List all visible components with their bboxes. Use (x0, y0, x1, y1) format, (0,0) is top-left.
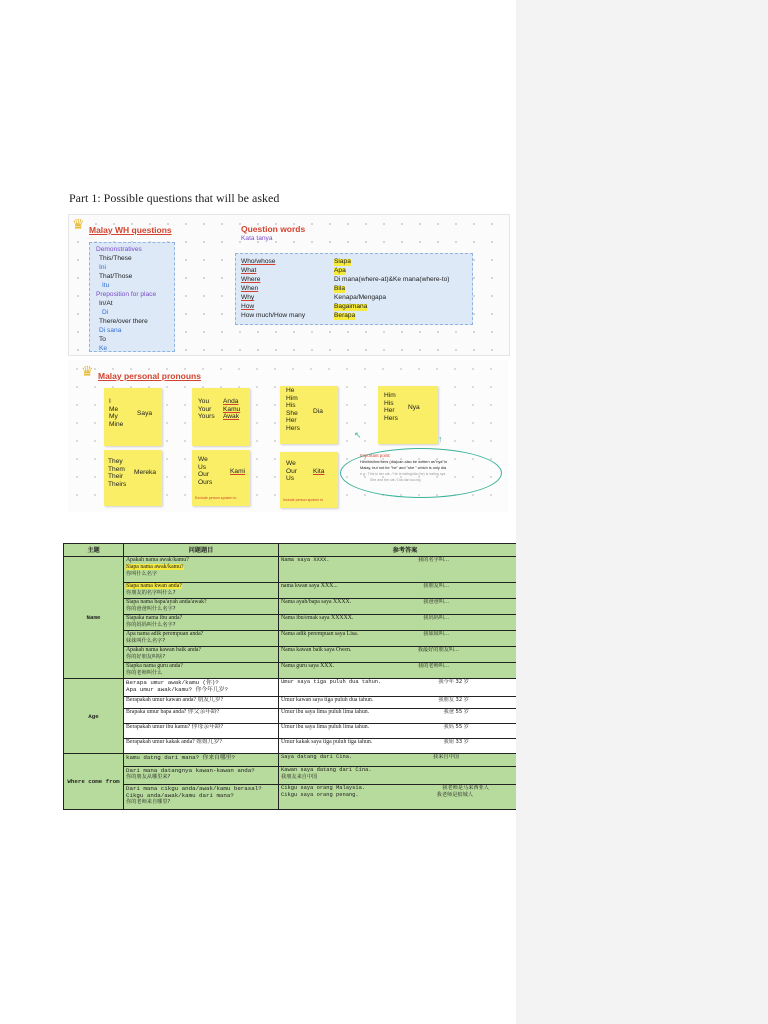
question-cell: Siapaka nama ibu anda? 你的妈妈叫什么名字? (124, 615, 279, 631)
question-cell: Berapakah umur kakak anda? 姐姐几岁? (124, 739, 279, 754)
qword-en: Who/whose (241, 258, 276, 265)
question-cell: Berapakah umur ibu kamu? 你母亲年龄? (124, 724, 279, 739)
qword-my: Bila (334, 285, 345, 292)
important-line: Him/his/her/hers (dia)can also be written as"nya"in (360, 459, 447, 464)
topic-cell: Age (64, 679, 124, 754)
qa-table (63, 543, 532, 810)
important-line: She and the cat / Dia dan kucing (370, 478, 421, 482)
topic-cell: Name (64, 557, 124, 679)
qword-my: Siapa (334, 258, 351, 265)
answer-cell: Nama ayah/bapa saya XXXX. 我爸爸叫... (279, 599, 532, 615)
demo-line: This/These (99, 255, 132, 262)
question-cell: Apa nama adik perempuan anda? 妹妹叫什么名字? (124, 631, 279, 647)
qword-en: Why (241, 294, 255, 301)
question-cell: Siapa nama kwan anda? 你朋友的名字叫什么? (124, 583, 279, 599)
demo-line: Ini (99, 264, 106, 271)
sticky-note (280, 452, 338, 508)
answer-cell: nama kwan saya XXX... 我朋友叫... (279, 583, 532, 599)
wh-questions-image (68, 214, 510, 356)
answer-cell: Nama adik perempuan saya Lisa. 我妹妹叫... (279, 631, 532, 647)
sticky-note (104, 388, 162, 446)
demo-line: Di sana (99, 327, 122, 334)
sticky-en: We Us Our Ours (198, 456, 213, 486)
sticky-en: I Me My Mine (109, 398, 124, 428)
answer-cell: Umur saya tiga puluh dua tahun. 我今年 32 岁 (279, 679, 532, 697)
demo-line: There/over there (99, 318, 148, 325)
sticky-note (280, 386, 338, 444)
table-row (64, 679, 532, 697)
demo-line: Ke (99, 345, 108, 352)
sticky-note (192, 388, 250, 446)
header-topic: 主题 (64, 544, 124, 557)
table-row (64, 647, 532, 663)
qword-en: What (241, 267, 257, 274)
question-cell: Dari mana cikgu anda/awak/kamu berasal? Cikgu anda/awak/kamu dari mana? 你的老师来自哪里? (124, 785, 279, 810)
question-cell: Siapka nama guru anda? 你的老师叫什么 (124, 663, 279, 679)
answer-cell: Umur ibu saya lima puluh lima tahun. 我妈 55 岁 (279, 724, 532, 739)
qword-en: How (241, 303, 255, 310)
demonstratives-box (89, 242, 175, 352)
answer-cell: Umur kawan saya tiga puluh dua tahun. 我朋友 32 岁 (279, 697, 532, 709)
sticky-my: Saya (137, 410, 153, 417)
answer-cell: Umur kakak saya tiga puluh tiga tahun. 我姐 33 岁 (279, 739, 532, 754)
answer-cell: Nama saya XXXX. 我的名字叫... (279, 557, 532, 583)
demo-line: To (99, 336, 106, 343)
wh-heading: Malay WH questions (89, 225, 172, 235)
sticky-en: You Your Yours (198, 398, 215, 421)
small-note: Exclude person spoken to (195, 496, 237, 500)
table-row (64, 697, 532, 709)
answer-cell: Nama guru saya XXX. 我的老师叫... (279, 663, 532, 679)
header-question: 问题题目 (124, 544, 279, 557)
question-cell: kamu datng dari mana? 你来自哪里? (124, 754, 279, 767)
arrow-icon: ↑ (438, 434, 443, 444)
qword-my: Apa (334, 267, 346, 274)
answer-cell: Umur ibu saya lima puluh lima tahun. 我爸 55 岁 (279, 709, 532, 724)
table-row (64, 724, 532, 739)
sticky-my: Anda Kamu Awak (223, 398, 241, 421)
comments-side-panel (516, 0, 768, 1024)
pronouns-heading: Malay personal pronouns (98, 371, 201, 381)
arrow-icon: ↖ (354, 430, 362, 440)
table-row (64, 785, 532, 810)
table-row (64, 615, 532, 631)
important-line: Malay, but not for "he" and "she " which is only dia (360, 465, 447, 470)
answer-cell: Nama kawan baik saya Owen. 我最好的朋友叫... (279, 647, 532, 663)
important-line: e.g.: This is her cat. / He is eating/dia (he) is eating nya (360, 472, 446, 476)
demo-line: In/At (99, 300, 113, 307)
sticky-my: Mereka (134, 469, 156, 476)
pronouns-image (68, 360, 508, 512)
table-row (64, 709, 532, 724)
question-words-heading: Question words (241, 224, 306, 234)
question-cell: Siapa nama bapa/ayah anda/awak? 你的爸爸叫什么名字? (124, 599, 279, 615)
demo-line: Preposition for place (96, 291, 157, 298)
sticky-note (104, 450, 162, 506)
question-cell: Apakah nama awak/kamu? Siapa nama awak/kamu? 你叫什么名字 (124, 557, 279, 583)
qword-my: Di mana(where-at)&Ke mana(where-to) (334, 276, 450, 283)
question-words-box (235, 253, 473, 325)
table-row (64, 583, 532, 599)
important-title: Important point: (360, 453, 391, 458)
sticky-en: Him His Her Hers (384, 392, 398, 422)
table-row (64, 754, 532, 767)
question-cell: Apakah nama kawan baik anda? 你的好朋友叫啥? (124, 647, 279, 663)
demo-line: Itu (102, 282, 110, 289)
sticky-en: They Them Their Theirs (108, 458, 127, 488)
table-row (64, 557, 532, 583)
answer-cell: Nama ibu/emak saya XXXXX. 我妈妈叫... (279, 615, 532, 631)
demo-line: That/Those (99, 273, 133, 280)
question-words-sub: Kata tanya (241, 235, 273, 242)
crown-icon: ♛ (72, 218, 85, 233)
qword-en: When (241, 285, 259, 292)
small-note: Include person spoken to (283, 498, 324, 502)
answer-cell: Kawan saya datang dari Cina. 我朋友来自中国 (279, 767, 532, 785)
answer-cell: Saya datang dari Cina. 我来自中国 (279, 754, 532, 767)
part-title: Part 1: Possible questions that will be asked (69, 191, 280, 205)
qword-en: How much/How many (241, 312, 306, 319)
qword-my: Kenapa/Mengapa (334, 294, 387, 301)
crown-icon: ♛ (81, 365, 94, 380)
sticky-my: Kita (313, 468, 325, 475)
sticky-en: We Our Us (286, 460, 297, 483)
question-cell: Berapa umur awak/kamu (你)? Apa umur awak/kamu? 你今年几岁? (124, 679, 279, 697)
sticky-note (378, 386, 438, 444)
demo-line: Di (102, 309, 109, 316)
qword-my: Berapa (334, 312, 356, 319)
qword-en: Where (241, 276, 261, 283)
sticky-my: Kami (230, 468, 246, 475)
sticky-en: He Him His She Her Hers (286, 387, 300, 432)
qword-my: Bagaimana (334, 303, 368, 310)
table-row (64, 599, 532, 615)
table-row (64, 663, 532, 679)
answer-cell: Cikgu saya orang Malaysia. 我老师是马来西亚人 Cikgu saya orang penang. 我老师是槟城人 (279, 785, 532, 810)
table-row (64, 739, 532, 754)
demo-line: Demonstratives (96, 246, 142, 253)
sticky-my: Dia (313, 408, 323, 415)
question-cell: Brapaka umur bapa anda? 你父亲年龄? (124, 709, 279, 724)
header-answer: 参考答案 (279, 544, 532, 557)
topic-cell: Where come from (64, 754, 124, 810)
table-header-row (64, 544, 532, 557)
sticky-note (192, 450, 250, 506)
table-row (64, 767, 532, 785)
table-row (64, 631, 532, 647)
sticky-my: Nya (408, 404, 420, 411)
question-cell: Dari mana datangnya kawan-kawan anda? 你的朋友从哪里来? (124, 767, 279, 785)
question-cell: Berapakah umur kawan anda? 朋友几岁? (124, 697, 279, 709)
